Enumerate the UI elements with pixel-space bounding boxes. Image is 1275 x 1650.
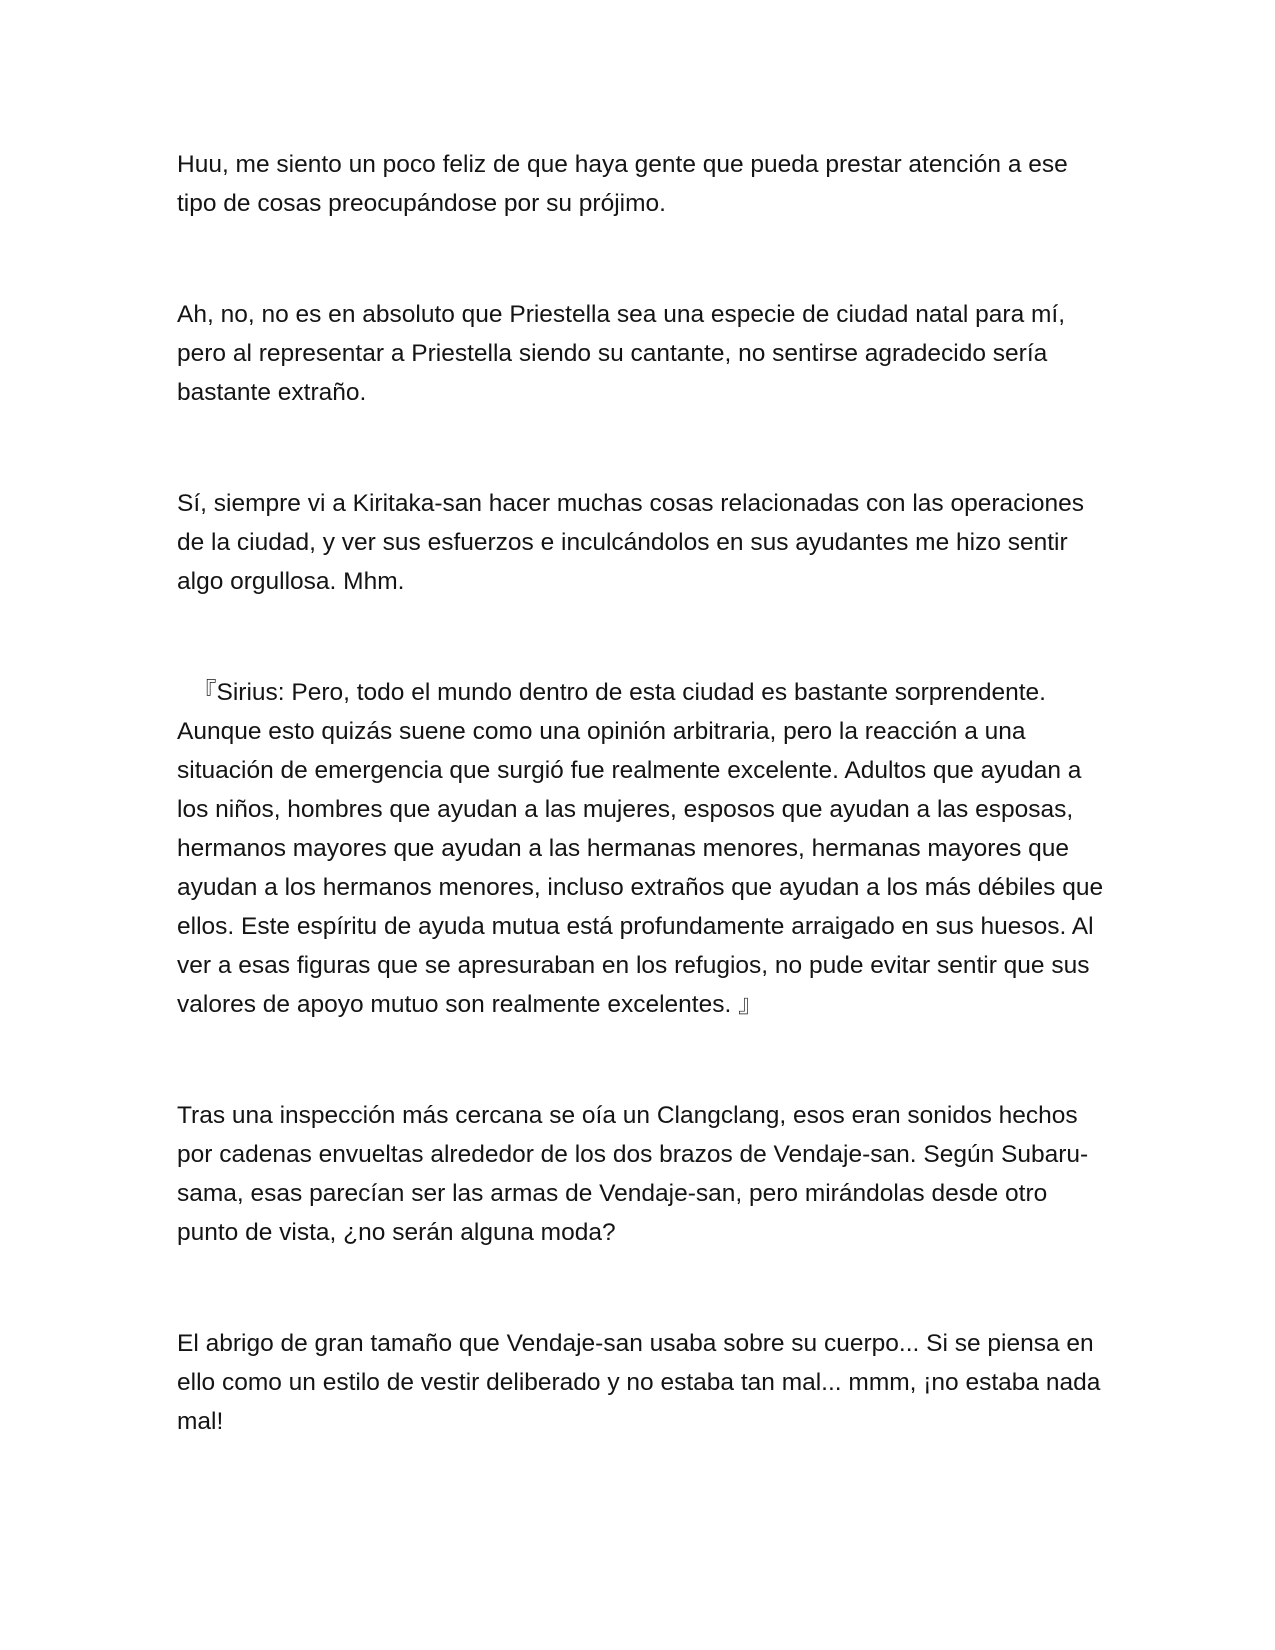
paragraph: Huu, me siento un poco feliz de que haya gente que pueda prestar atención a ese tipo de cosas preocupándose por su prójimo.: [177, 151, 1068, 217]
body-text: [177, 145, 1107, 1441]
paragraph: Ah, no, no es en absoluto que Priestella sea una especie de ciudad natal para mí, pero al representar a Priestella siendo su cantante, no sentirse agradecido sería bastante extraño.: [177, 301, 1066, 406]
paragraph: Sí, siempre vi a Kiritaka-san hacer muchas cosas relacionadas con las operaciones de la ciudad, y ver sus esfuerzos e inculcándolos en sus ayudantes me hizo sentir algo orgullosa. Mhm.: [177, 490, 1084, 595]
paragraph: El abrigo de gran tamaño que Vendaje-san usaba sobre su cuerpo... Si se piensa en ello como un estilo de vestir deliberado y no estaba tan mal... mmm, ¡no estaba nada mal!: [177, 1330, 1101, 1435]
quoted-paragraph: 『Sirius: Pero, todo el mundo dentro de esta ciudad es bastante sorprendente. Aunque esto quizás suene como una opinión arbitraria, pero la reacción a una situación de emergencia que surgió fue realmente excelente. Adultos que ayudan a los niños, hombres que ayudan a las mujeres, esposos que ayudan a las esposas, hermanos mayores que ayudan a las hermanas menores, hermanas mayores que ayudan a los hermanos menores, incluso extraños que ayudan a los más débiles que ellos. Este espíritu de ayuda mutua está profundamente arraigado en sus huesos. Al ver a esas figuras que se apresuraban en los refugios, no pude evitar sentir que sus valores de apoyo mutuo son realmente excelentes. 』: [177, 679, 1104, 1018]
paragraph: Tras una inspección más cercana se oía un Clangclang, esos eran sonidos hechos por cadenas envueltas alrededor de los dos brazos de Vendaje-san. Según Subaru-sama, esas parecían ser las armas de Vendaje-san, pero mirándolas desde otro punto de vista, ¿no serán alguna moda?: [177, 1102, 1089, 1246]
